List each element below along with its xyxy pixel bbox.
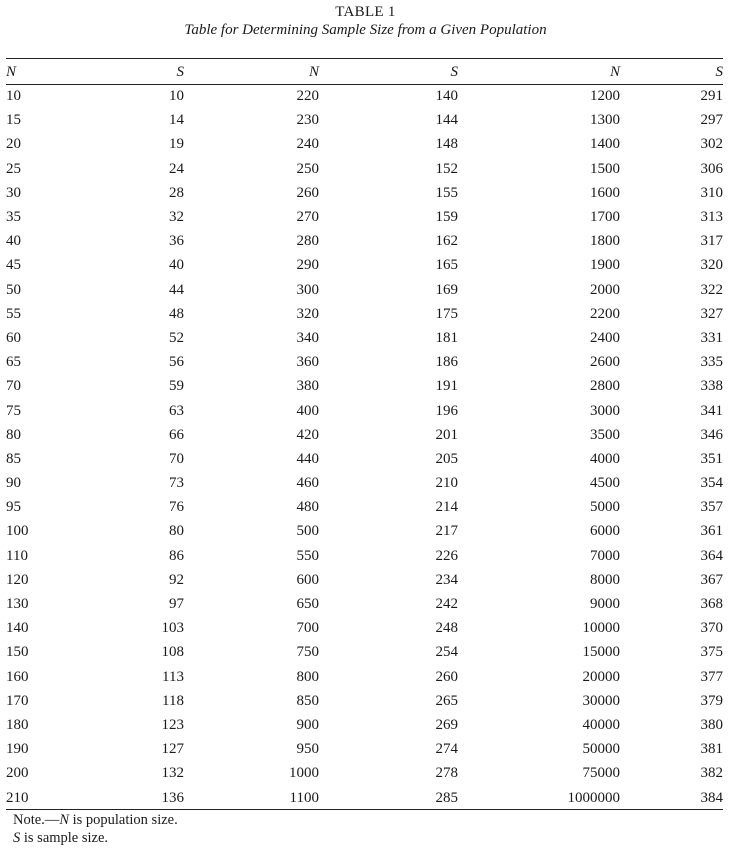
table-row [6,253,723,277]
cell-n-3: 3000 [590,402,620,419]
note-line-1 [13,811,178,829]
table-row [6,471,723,495]
table-row [6,544,723,568]
cell-s-2: 159 [435,209,458,226]
cell-s-3: 354 [700,475,723,492]
cell-s-2: 191 [435,378,458,395]
cell-n-3: 1900 [590,257,620,274]
cell-n-1: 25 [6,160,21,177]
cell-n-1: 15 [6,112,21,129]
cell-n-2: 360 [296,354,319,371]
note-text-1: is population size. [68,812,178,828]
cell-n-1: 70 [6,378,21,395]
cell-s-3: 338 [700,378,723,395]
table-row [6,229,723,253]
cell-n-2: 420 [296,426,319,443]
table-row [6,374,723,398]
cell-n-3: 2800 [590,378,620,395]
cell-n-3: 1500 [590,160,620,177]
cell-n-1: 35 [6,209,21,226]
cell-n-2: 270 [296,209,319,226]
cell-s-1: 76 [169,499,184,516]
cell-n-1: 65 [6,354,21,371]
cell-n-1: 40 [6,233,21,250]
cell-s-2: 169 [435,281,458,298]
cell-s-3: 364 [700,547,723,564]
cell-s-3: 302 [700,136,723,153]
cell-s-2: 285 [435,789,458,806]
table-row [6,157,723,181]
table-row [6,568,723,592]
cell-n-2: 250 [296,160,319,177]
cell-s-1: 136 [161,789,184,806]
cell-n-1: 80 [6,426,21,443]
cell-s-2: 162 [435,233,458,250]
table-row [6,616,723,640]
cell-s-3: 310 [700,184,723,201]
cell-n-3: 4500 [590,475,620,492]
cell-s-1: 28 [169,184,184,201]
cell-s-1: 108 [161,644,184,661]
cell-s-2: 242 [435,596,458,613]
cell-n-1: 30 [6,184,21,201]
table-row [6,108,723,132]
cell-s-2: 186 [435,354,458,371]
table-subtitle: Table for Determining Sample Size from a Given Population [184,22,547,38]
cell-s-3: 317 [700,233,723,250]
cell-n-1: 75 [6,402,21,419]
cell-n-1: 150 [6,644,29,661]
table-row [6,423,723,447]
table-row [6,398,723,422]
cell-n-1: 120 [6,571,29,588]
cell-s-1: 48 [169,305,184,322]
cell-n-2: 240 [296,136,319,153]
cell-n-2: 480 [296,499,319,516]
cell-n-2: 300 [296,281,319,298]
cell-n-2: 600 [296,571,319,588]
note-symbol-s: S [13,830,21,846]
cell-s-3: 379 [700,692,723,709]
column-header-n-2: N [308,63,319,80]
cell-n-2: 280 [296,233,319,250]
cell-s-3: 370 [700,620,723,637]
cell-n-3: 1600 [590,184,620,201]
cell-s-3: 322 [700,281,723,298]
cell-s-1: 66 [169,426,184,443]
cell-s-3: 351 [700,450,723,467]
cell-s-1: 14 [169,112,184,129]
cell-s-2: 234 [435,571,458,588]
cell-s-1: 59 [169,378,184,395]
cell-s-1: 70 [169,450,184,467]
cell-s-3: 381 [700,741,723,758]
cell-s-2: 214 [435,499,458,516]
cell-s-2: 265 [435,692,458,709]
cell-n-2: 440 [296,450,319,467]
cell-s-1: 10 [169,88,184,105]
cell-s-1: 73 [169,475,184,492]
cell-n-2: 220 [296,88,319,105]
cell-s-2: 205 [435,450,458,467]
table-row [6,689,723,713]
cell-n-3: 2400 [590,329,620,346]
cell-s-3: 377 [700,668,723,685]
cell-n-1: 170 [6,692,29,709]
cell-s-2: 152 [435,160,458,177]
cell-s-3: 384 [700,789,723,806]
cell-s-1: 63 [169,402,184,419]
table-row [6,785,723,809]
cell-n-3: 4000 [590,450,620,467]
note-symbol-n: N [59,812,69,828]
cell-n-3: 1400 [590,136,620,153]
cell-s-2: 260 [435,668,458,685]
cell-s-1: 118 [162,692,184,709]
cell-s-3: 320 [700,257,723,274]
cell-n-1: 130 [6,596,29,613]
table-title: TABLE 1 [335,4,396,20]
cell-n-2: 900 [296,716,319,733]
table-row [6,278,723,302]
cell-n-3: 2000 [590,281,620,298]
note-text-2: is sample size. [20,830,109,846]
cell-s-1: 36 [169,233,184,250]
cell-n-3: 50000 [582,741,620,758]
cell-n-3: 1700 [590,209,620,226]
column-header-s-3: S [715,63,723,80]
note-line-2 [13,829,178,847]
cell-s-3: 313 [700,209,723,226]
cell-s-3: 375 [700,644,723,661]
table-row [6,737,723,761]
cell-n-2: 800 [296,668,319,685]
cell-s-3: 380 [700,716,723,733]
cell-n-1: 100 [6,523,29,540]
cell-n-3: 2200 [590,305,620,322]
table-row [6,592,723,616]
cell-n-3: 15000 [582,644,620,661]
cell-n-1: 110 [6,547,28,564]
cell-n-3: 7000 [590,547,620,564]
cell-s-1: 32 [169,209,184,226]
cell-n-2: 700 [296,620,319,637]
cell-n-3: 1000000 [567,789,620,806]
cell-n-3: 10000 [582,620,620,637]
cell-s-2: 210 [435,475,458,492]
cell-n-1: 140 [6,620,29,637]
cell-n-2: 750 [296,644,319,661]
header-row [6,60,723,84]
cell-s-2: 196 [435,402,458,419]
cell-n-3: 1300 [590,112,620,129]
cell-s-1: 40 [169,257,184,274]
cell-s-2: 278 [435,765,458,782]
cell-s-1: 103 [161,620,184,637]
cell-n-2: 230 [296,112,319,129]
column-header-n-3: N [609,63,620,80]
cell-s-2: 254 [435,644,458,661]
cell-n-1: 10 [6,88,21,105]
table-row [6,302,723,326]
cell-n-3: 3500 [590,426,620,443]
cell-n-1: 190 [6,741,29,758]
cell-n-1: 85 [6,450,21,467]
table-row [6,326,723,350]
cell-n-2: 500 [296,523,319,540]
cell-s-1: 92 [169,571,184,588]
cell-n-2: 320 [296,305,319,322]
table-row [6,519,723,543]
cell-s-3: 382 [700,765,723,782]
table-row [6,665,723,689]
cell-s-3: 346 [700,426,723,443]
cell-s-3: 368 [700,596,723,613]
cell-s-3: 327 [700,305,723,322]
cell-n-2: 950 [296,741,319,758]
cell-n-1: 200 [6,765,29,782]
cell-s-3: 291 [700,88,723,105]
cell-s-2: 217 [435,523,458,540]
cell-n-3: 20000 [582,668,620,685]
cell-n-3: 6000 [590,523,620,540]
cell-s-1: 86 [169,547,184,564]
cell-s-3: 306 [700,160,723,177]
cell-n-2: 290 [296,257,319,274]
cell-s-1: 19 [169,136,184,153]
cell-n-1: 180 [6,716,29,733]
cell-s-1: 44 [169,281,184,298]
table-row [6,495,723,519]
cell-s-2: 165 [435,257,458,274]
cell-n-3: 5000 [590,499,620,516]
column-header-s-2: S [450,63,458,80]
table-row [6,205,723,229]
table-row [6,84,723,108]
table-row [6,132,723,156]
cell-s-1: 56 [169,354,184,371]
cell-n-1: 45 [6,257,21,274]
cell-s-3: 357 [700,499,723,516]
cell-n-2: 380 [296,378,319,395]
cell-s-2: 248 [435,620,458,637]
cell-s-2: 155 [435,184,458,201]
cell-s-3: 335 [700,354,723,371]
cell-s-1: 113 [162,668,184,685]
cell-n-1: 55 [6,305,21,322]
sample-size-table [6,60,723,810]
cell-s-2: 181 [435,329,458,346]
cell-n-1: 210 [6,789,29,806]
cell-n-2: 850 [296,692,319,709]
cell-s-1: 80 [169,523,184,540]
cell-n-2: 1000 [289,765,319,782]
cell-n-3: 1200 [590,88,620,105]
cell-s-2: 274 [435,741,458,758]
cell-s-2: 148 [435,136,458,153]
cell-n-3: 9000 [590,596,620,613]
cell-s-3: 297 [700,112,723,129]
cell-n-2: 460 [296,475,319,492]
table-note [13,811,178,847]
table-row [6,761,723,785]
table-row [6,350,723,374]
cell-s-1: 97 [169,596,184,613]
cell-n-2: 550 [296,547,319,564]
cell-n-1: 20 [6,136,21,153]
cell-n-3: 2600 [590,354,620,371]
cell-s-2: 140 [435,88,458,105]
cell-s-2: 144 [435,112,458,129]
cell-s-2: 201 [435,426,458,443]
cell-s-1: 52 [169,329,184,346]
column-header-s-1: S [176,63,184,80]
cell-s-2: 175 [435,305,458,322]
column-header-n-1: N [6,63,17,80]
cell-n-1: 50 [6,281,21,298]
table-row [6,447,723,471]
cell-n-1: 95 [6,499,21,516]
table-row [6,640,723,664]
cell-n-1: 90 [6,475,21,492]
cell-s-3: 361 [700,523,723,540]
note-prefix: Note.— [13,812,60,828]
table-row [6,181,723,205]
cell-n-2: 340 [296,329,319,346]
cell-s-1: 123 [161,716,184,733]
cell-n-2: 260 [296,184,319,201]
cell-s-1: 127 [161,741,184,758]
cell-n-3: 1800 [590,233,620,250]
cell-s-3: 331 [700,329,723,346]
cell-s-3: 367 [700,571,723,588]
cell-n-3: 75000 [582,765,620,782]
cell-s-2: 269 [435,716,458,733]
cell-n-3: 30000 [582,692,620,709]
cell-n-2: 400 [296,402,319,419]
cell-n-1: 60 [6,329,21,346]
cell-n-3: 40000 [582,716,620,733]
cell-s-1: 132 [161,765,184,782]
cell-n-1: 160 [6,668,29,685]
cell-n-2: 1100 [289,789,319,806]
table-row [6,713,723,737]
cell-s-2: 226 [435,547,458,564]
cell-n-2: 650 [296,596,319,613]
top-rule [6,58,723,59]
cell-s-3: 341 [700,402,723,419]
table-body [6,84,723,810]
cell-n-3: 8000 [590,571,620,588]
cell-s-1: 24 [169,160,184,177]
